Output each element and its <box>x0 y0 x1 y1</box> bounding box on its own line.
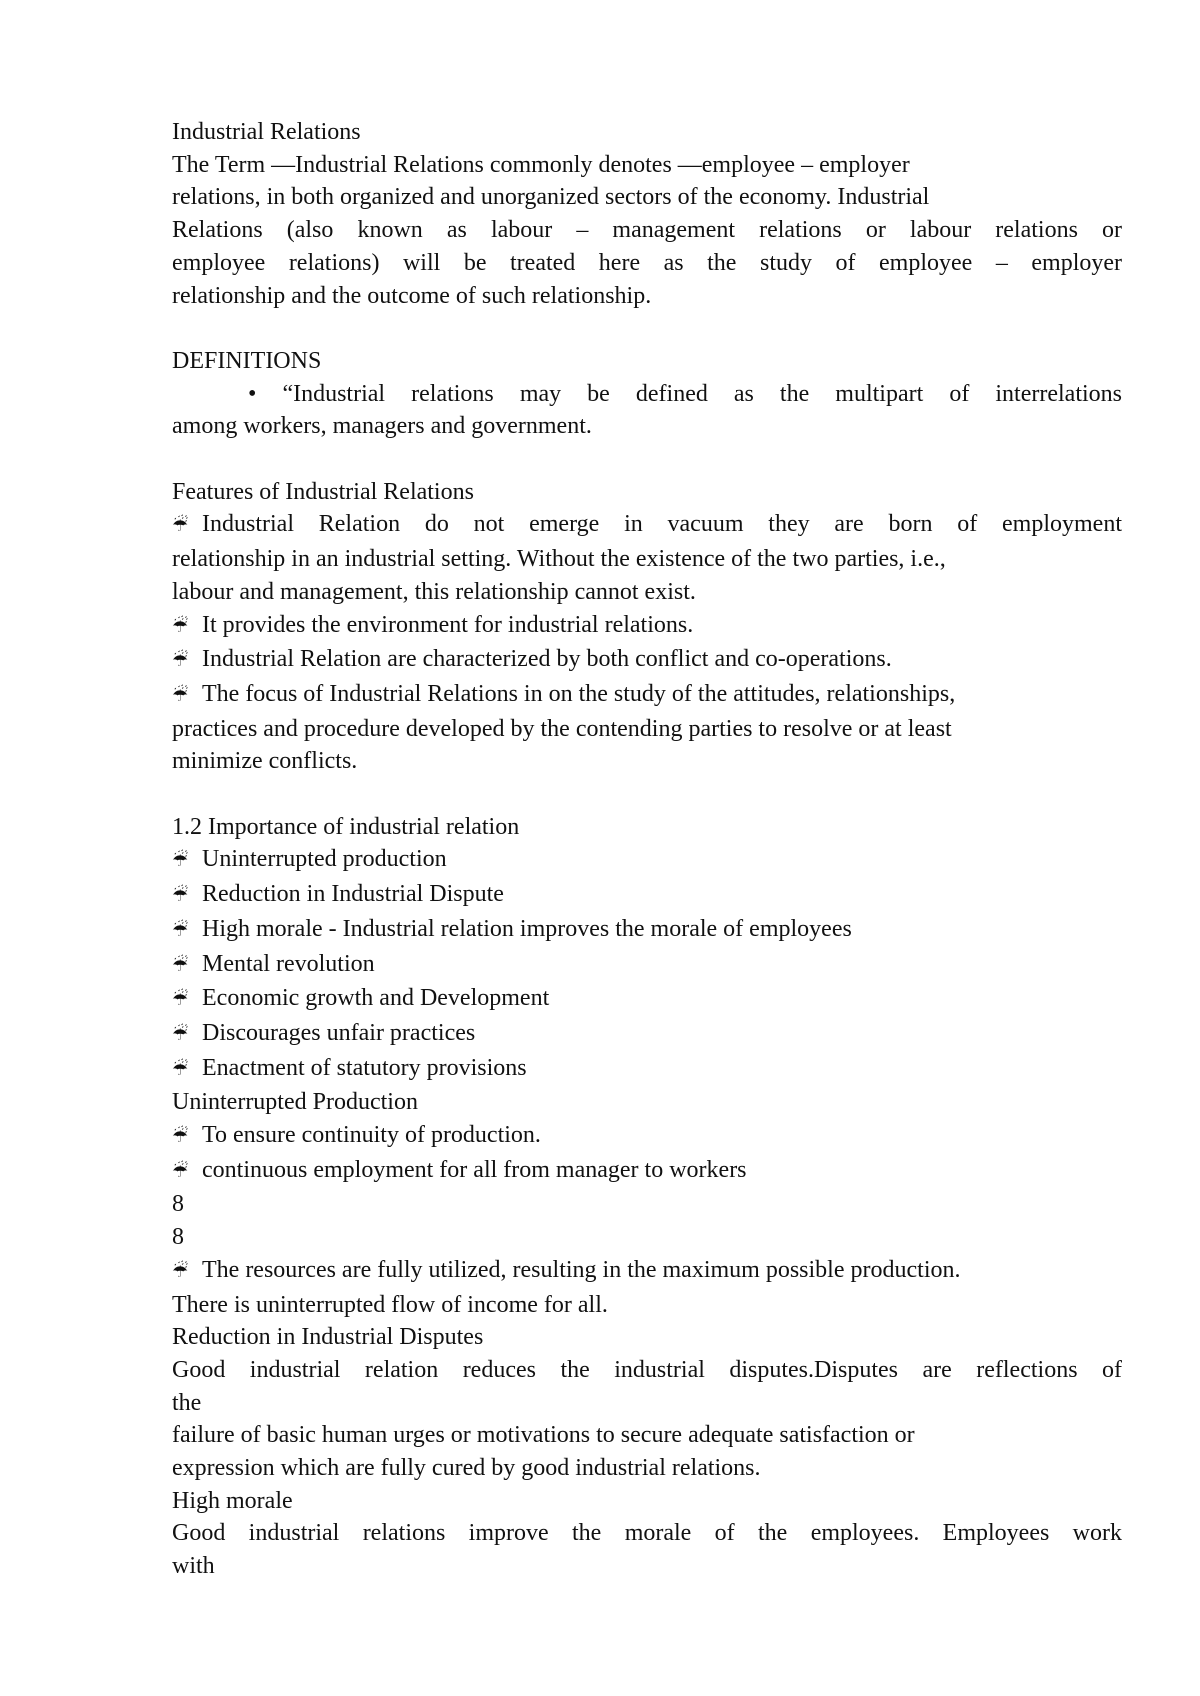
bullet-line <box>172 1119 1122 1154</box>
line-text: High morale <box>172 1487 293 1514</box>
line-text: continuous employment for all from manager to workers <box>202 1156 747 1183</box>
line-text: High morale - Industrial relation improves the morale of employees <box>202 915 852 942</box>
text-line <box>172 149 1122 182</box>
text-line <box>172 1188 1122 1221</box>
blank-line <box>172 312 1122 345</box>
text-line <box>172 476 1122 509</box>
document-page <box>172 116 1122 1583</box>
bullet-line <box>172 878 1122 913</box>
bullet-marker-icon: ☔ <box>172 1260 189 1282</box>
bullet-line <box>172 508 1122 543</box>
bullet-line <box>172 913 1122 948</box>
bullet-line <box>172 609 1122 644</box>
line-text: Economic growth and Development <box>202 985 550 1012</box>
line-text: 8 <box>172 1191 184 1218</box>
bullet-line <box>172 1017 1122 1052</box>
line-text: Good industrial relations improve the morale of the employees. Employees work <box>172 1520 1122 1547</box>
text-line <box>172 410 1122 443</box>
line-text: The focus of Industrial Relations in on the study of the attitudes, relationships, <box>202 680 956 707</box>
text-line <box>172 811 1122 844</box>
text-line <box>172 1387 1122 1420</box>
text-line <box>172 543 1122 576</box>
line-text: There is uninterrupted flow of income for all. <box>172 1291 608 1318</box>
line-text: failure of basic human urges or motivations to secure adequate satisfaction or <box>172 1422 915 1449</box>
line-text: relationship in an industrial setting. Without the existence of the two parties, i.e., <box>172 546 946 573</box>
line-text: the <box>172 1389 202 1416</box>
line-text: 1.2 Importance of industrial relation <box>172 813 520 840</box>
line-text: Industrial Relation do not emerge in vacuum they are born of employment <box>202 511 1122 538</box>
text-line <box>172 1321 1122 1354</box>
bullet-marker-icon: ☔ <box>172 919 189 941</box>
text-line <box>172 1086 1122 1119</box>
bullet-marker-icon: ☔ <box>172 684 189 706</box>
bullet-line <box>172 1254 1122 1289</box>
line-text: Uninterrupted production <box>202 846 447 873</box>
bullet-line <box>172 843 1122 878</box>
text-line <box>172 745 1122 778</box>
line-text: Relations (also known as labour – management relations or labour relations or <box>172 217 1122 244</box>
text-line <box>172 181 1122 214</box>
text-line <box>172 1354 1122 1387</box>
line-text: Reduction in Industrial Dispute <box>202 881 504 908</box>
blank-line <box>172 778 1122 811</box>
bullet-line <box>172 948 1122 983</box>
bullet-line <box>172 678 1122 713</box>
bullet-marker-icon: ☔ <box>172 885 189 907</box>
bullet-marker-icon: ☔ <box>172 515 189 537</box>
line-text: It provides the environment for industrial relations. <box>202 611 694 638</box>
text-line <box>172 1419 1122 1452</box>
bullet-marker-icon: ☔ <box>172 850 189 872</box>
line-text: practices and procedure developed by the contending parties to resolve or at least <box>172 715 952 742</box>
line-text: with <box>172 1553 215 1580</box>
line-text: Enactment of statutory provisions <box>202 1054 527 1081</box>
bullet-marker-icon: ☔ <box>172 1058 189 1080</box>
line-text: Industrial Relations <box>172 119 361 145</box>
text-line <box>172 345 1122 378</box>
text-line <box>172 713 1122 746</box>
line-text: expression which are fully cured by good industrial relations. <box>172 1455 761 1482</box>
line-text: DEFINITIONS <box>172 347 322 374</box>
text-line <box>172 1485 1122 1518</box>
line-text: Reduction in Industrial Disputes <box>172 1324 484 1351</box>
line-text: among workers, managers and government. <box>172 413 592 440</box>
text-line <box>172 280 1122 313</box>
text-line <box>172 1550 1122 1583</box>
line-text: To ensure continuity of production. <box>202 1122 541 1149</box>
bullet-marker-icon: ☔ <box>172 650 189 672</box>
bullet-line <box>172 643 1122 678</box>
text-line <box>172 116 1122 149</box>
text-line <box>172 1517 1122 1550</box>
line-text: • “Industrial relations may be defined as the multipart of interrelations <box>248 380 1122 407</box>
line-text: The Term —Industrial Relations commonly denotes —employee – employer <box>172 151 910 178</box>
text-line <box>172 576 1122 609</box>
text-line <box>172 378 1122 411</box>
bullet-marker-icon: ☔ <box>172 989 189 1011</box>
bullet-marker-icon: ☔ <box>172 615 189 637</box>
bullet-line <box>172 982 1122 1017</box>
line-text: minimize conflicts. <box>172 748 358 775</box>
bullet-marker-icon: ☔ <box>172 1023 189 1045</box>
text-line <box>172 1452 1122 1485</box>
bullet-line <box>172 1154 1122 1189</box>
line-text: Good industrial relation reduces the industrial disputes.Disputes are reflections of <box>172 1356 1122 1383</box>
line-text: 8 <box>172 1224 184 1251</box>
bullet-marker-icon: ☔ <box>172 1160 189 1182</box>
line-text: relations, in both organized and unorganized sectors of the economy. Industrial <box>172 184 930 211</box>
text-line <box>172 247 1122 280</box>
text-line <box>172 214 1122 247</box>
blank-line <box>172 443 1122 476</box>
bullet-marker-icon: ☔ <box>172 1126 189 1148</box>
line-text: Mental revolution <box>202 950 375 977</box>
line-text: Discourages unfair practices <box>202 1019 476 1046</box>
line-text: Uninterrupted Production <box>172 1089 418 1116</box>
line-text: Features of Industrial Relations <box>172 478 474 505</box>
line-text: labour and management, this relationship cannot exist. <box>172 578 696 605</box>
line-text: The resources are fully utilized, resulting in the maximum possible production. <box>202 1256 961 1283</box>
bullet-marker-icon: ☔ <box>172 954 189 976</box>
bullet-line <box>172 1052 1122 1087</box>
text-line <box>172 1289 1122 1322</box>
text-line <box>172 1221 1122 1254</box>
line-text: Industrial Relation are characterized by both conflict and co-operations. <box>202 646 892 673</box>
line-text: relationship and the outcome of such relationship. <box>172 282 652 309</box>
line-text: employee relations) will be treated here as the study of employee – employer <box>172 249 1122 276</box>
